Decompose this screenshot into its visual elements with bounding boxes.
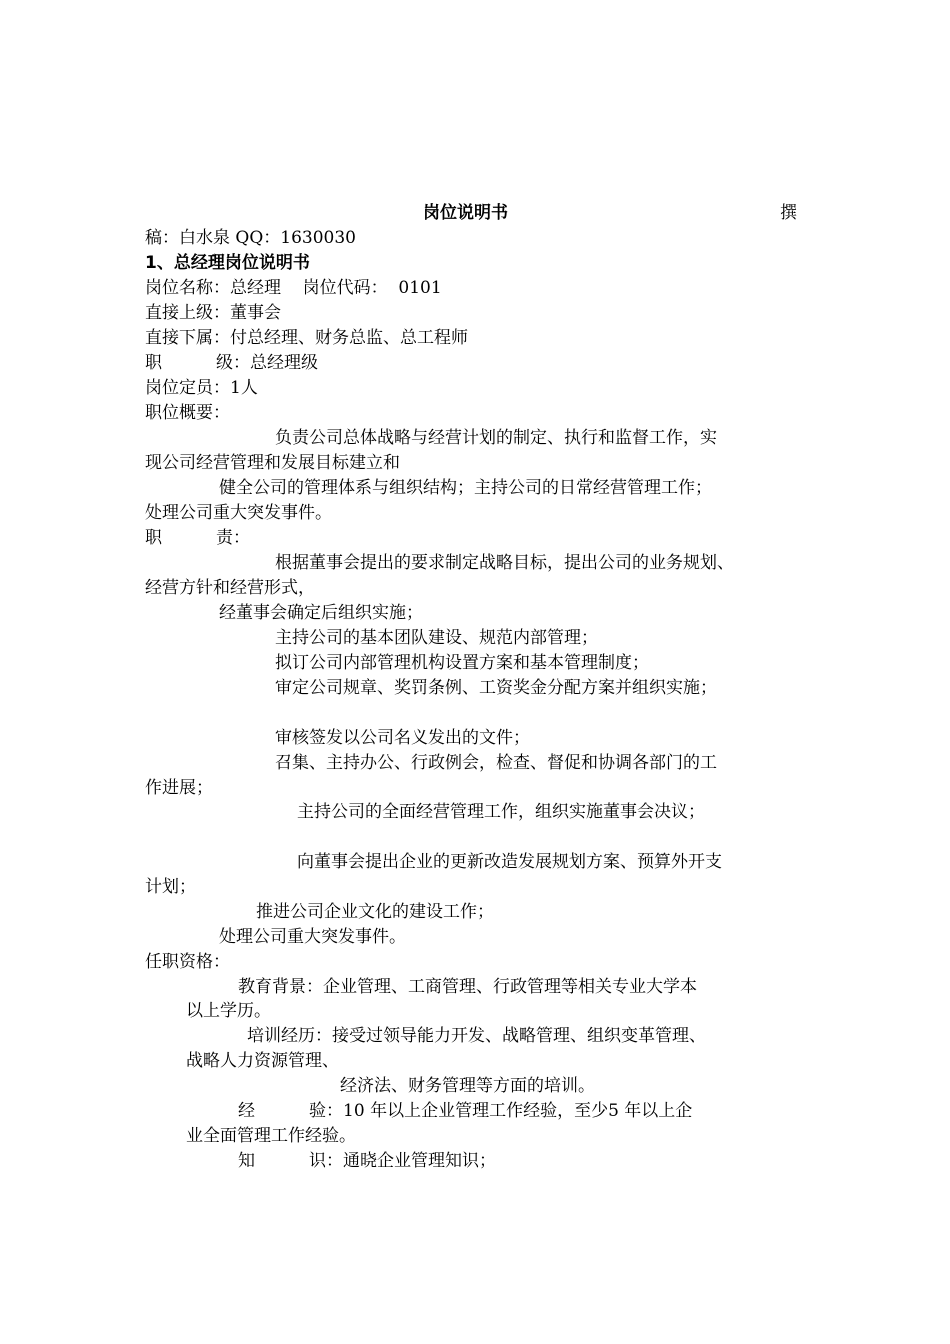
qualification-experience: 经 验：10 年以上企业管理工作经验，至少5 年以上企 xyxy=(238,1101,693,1121)
duty-line: 经营方针和经营形式， xyxy=(145,578,315,598)
qualification-knowledge: 知 识：通晓企业管理知识； xyxy=(238,1151,497,1171)
duty-line: 计划； xyxy=(145,877,196,897)
summary-line: 健全公司的管理体系与组织结构；主持公司的日常经营管理工作； xyxy=(219,478,712,498)
field-direct-subordinates: 直接下属：付总经理、财务总监、总工程师 xyxy=(145,328,468,348)
qualification-training-cont: 经济法、财务管理等方面的培训。 xyxy=(340,1076,595,1096)
duty-line: 拟订公司内部管理机构设置方案和基本管理制度； xyxy=(275,653,649,673)
document-title: 岗位说明书 xyxy=(423,203,508,223)
duty-line: 根据董事会提出的要求制定战略目标，提出公司的业务规划、 xyxy=(275,553,734,573)
label-qualifications: 任职资格： xyxy=(145,952,230,972)
qualification-education: 教育背景：企业管理、工商管理、行政管理等相关专业大学本 xyxy=(238,977,697,997)
duty-line: 主持公司的全面经营管理工作，组织实施董事会决议； xyxy=(297,802,705,822)
qualification-education-cont: 以上学历。 xyxy=(186,1001,271,1021)
field-position-name: 岗位名称：总经理 岗位代码： 0101 xyxy=(145,278,442,298)
duty-line: 处理公司重大突发事件。 xyxy=(219,927,406,947)
duty-line: 主持公司的基本团队建设、规范内部管理； xyxy=(275,628,598,648)
field-headcount: 岗位定员：1人 xyxy=(145,378,258,398)
section-heading: 1、总经理岗位说明书 xyxy=(145,253,310,273)
qualification-training: 培训经历：接受过领导能力开发、战略管理、组织变革管理、 xyxy=(247,1026,706,1046)
duty-line: 推进公司企业文化的建设工作； xyxy=(256,902,494,922)
duty-line: 召集、主持办公、行政例会，检查、督促和协调各部门的工 xyxy=(275,753,717,773)
duty-line: 作进展； xyxy=(145,778,213,798)
author-line: 稿：白水泉 QQ：1630030 xyxy=(145,228,356,248)
qualification-training-cont: 战略人力资源管理、 xyxy=(186,1051,339,1071)
duty-line: 向董事会提出企业的更新改造发展规划方案、预算外开支 xyxy=(297,852,722,872)
field-direct-superior: 直接上级：董事会 xyxy=(145,303,281,323)
duty-line: 审核签发以公司名义发出的文件； xyxy=(275,728,530,748)
duty-line: 经董事会确定后组织实施； xyxy=(219,603,423,623)
label-job-summary: 职位概要： xyxy=(145,403,230,423)
qualification-experience-cont: 业全面管理工作经验。 xyxy=(186,1126,356,1146)
summary-line: 负责公司总体战略与经营计划的制定、执行和监督工作，实 xyxy=(275,428,717,448)
summary-line: 现公司经营管理和发展目标建立和 xyxy=(145,453,400,473)
field-grade: 职 级：总经理级 xyxy=(145,353,319,373)
label-responsibilities: 职 责： xyxy=(145,528,251,548)
summary-line: 处理公司重大突发事件。 xyxy=(145,503,332,523)
duty-line: 审定公司规章、奖罚条例、工资奖金分配方案并组织实施； xyxy=(275,678,717,698)
title-tail-text: 撰 xyxy=(780,203,797,223)
